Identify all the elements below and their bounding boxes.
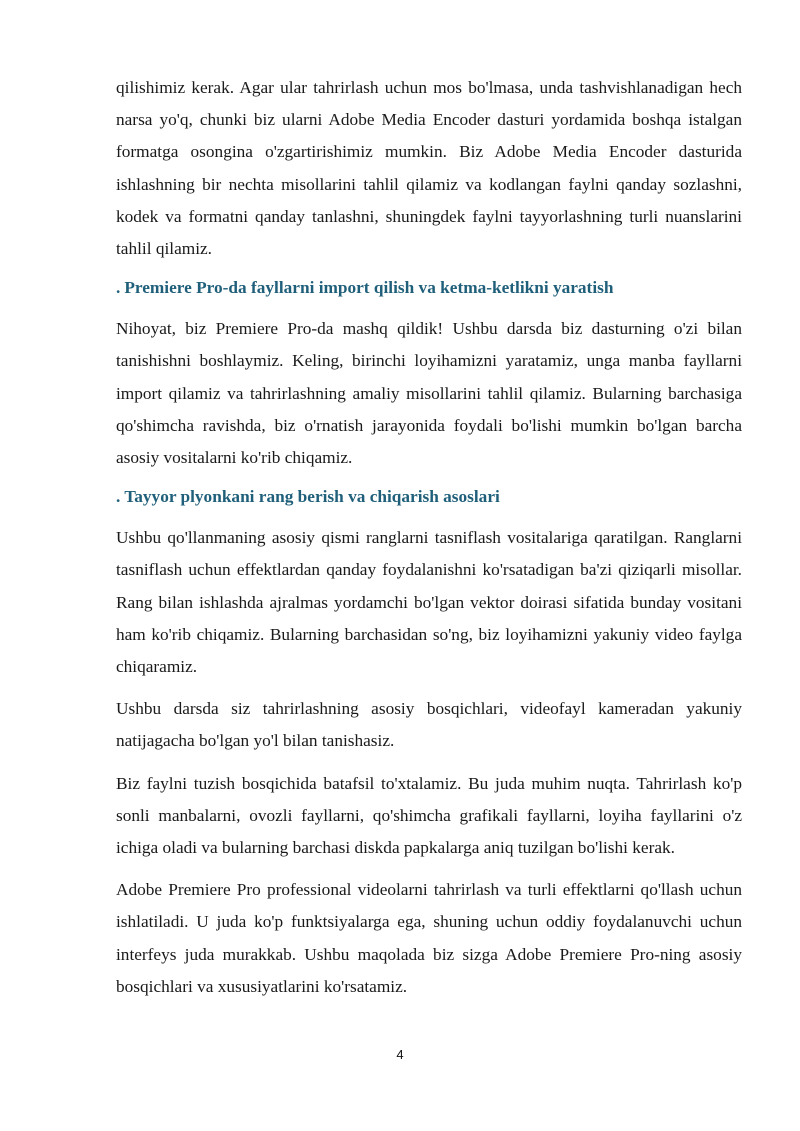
paragraph-editing-stages: Ushbu darsda siz tahrirlashning asosiy bosqichlari, videofayl kameradan yakuniy natijagacha bo'lgan yo'l bilan tanishasiz. — [116, 699, 742, 751]
paragraph-media-encoder: qilishimiz kerak. Agar ular tahrirlash uchun mos bo'lmasa, unda tashvishlanadigan hech narsa yo'q, chunki biz ularni Adobe Media Encoder dasturi yordamida boshqa istalgan formatga osongina o'zgartirishimiz mumkin. Biz Adobe Media Encoder dasturida ishlashning bir nechta misollarini tahlil qilamiz va kodlangan faylni qanday sozlashni, kodek va formatni qanday tanlashni, shuningdek faylni tayyorlashning turli nuanslarini tahlil qilamiz. — [116, 78, 742, 259]
heading-bullet: . — [116, 487, 121, 507]
section-heading-color-text: Tayyor plyonkani rang berish va chiqarish asoslari — [124, 487, 500, 507]
page-number: 4 — [396, 1047, 404, 1062]
paragraph-file-structure: Biz faylni tuzish bosqichida batafsil to'xtalamiz. Bu juda muhim nuqta. Tahrirlash ko'p sonli manbalarni, ovozli fayllarni, qo'shimcha grafikali fayllarni, loyiha fayllarini o'z ichiga oladi va bularning barchasi diskda papkalarga aniq tuzilgan bo'lishi kerak. — [116, 773, 742, 858]
paragraph-premiere-intro: Nihoyat, biz Premiere Pro-da mashq qildik! Ushbu darsda biz dasturning o'zi bilan tanishishni boshlaymiz. Keling, birinchi loyihamizni yaratamiz, unga manba fayllarni import qilamiz va tahrirlashning amaliy misollarini tahlil qilamiz. Bularning barchasiga qo'shimcha ravishda, biz o'rnatish jarayonida foydali bo'lishi mumkin bo'lgan barcha asosiy vositalarni ko'rib chiqamiz. — [116, 319, 742, 468]
section-heading-import — [116, 275, 742, 301]
section-heading-import-text: Premiere Pro-da fayllarni import qilish va ketma-ketlikni yaratish — [124, 278, 614, 298]
paragraph-color-grading: Ushbu qo'llanmaning asosiy qismi ranglarni tasniflash vositalariga qaratilgan. Ranglarni tasniflash uchun effektlardan qanday foydalanishni ko'rsatadigan ba'zi qiziqarli misollar. Rang bilan ishlashda ajralmas yordamchi bo'lgan vektor doirasi sifatida bunday vositani ham ko'rib chiqamiz. Bularning barchasidan so'ng, biz loyihamizni yakuniy video faylga chiqaramiz. — [116, 528, 742, 677]
section-heading-color — [116, 484, 742, 510]
page-content — [116, 72, 742, 1013]
heading-bullet: . — [116, 278, 121, 298]
paragraph-premiere-overview: Adobe Premiere Pro professional videolarni tahrirlash va turli effektlarni qo'llash uchun ishlatiladi. U juda ko'p funktsiyalarga ega, shuning uchun oddiy foydalanuvchi uchun interfeys juda murakkab. Ushbu maqolada biz sizga Adobe Premiere Pro-ning asosiy bosqichlari va xususiyatlarini ko'rsatamiz. — [116, 880, 742, 996]
